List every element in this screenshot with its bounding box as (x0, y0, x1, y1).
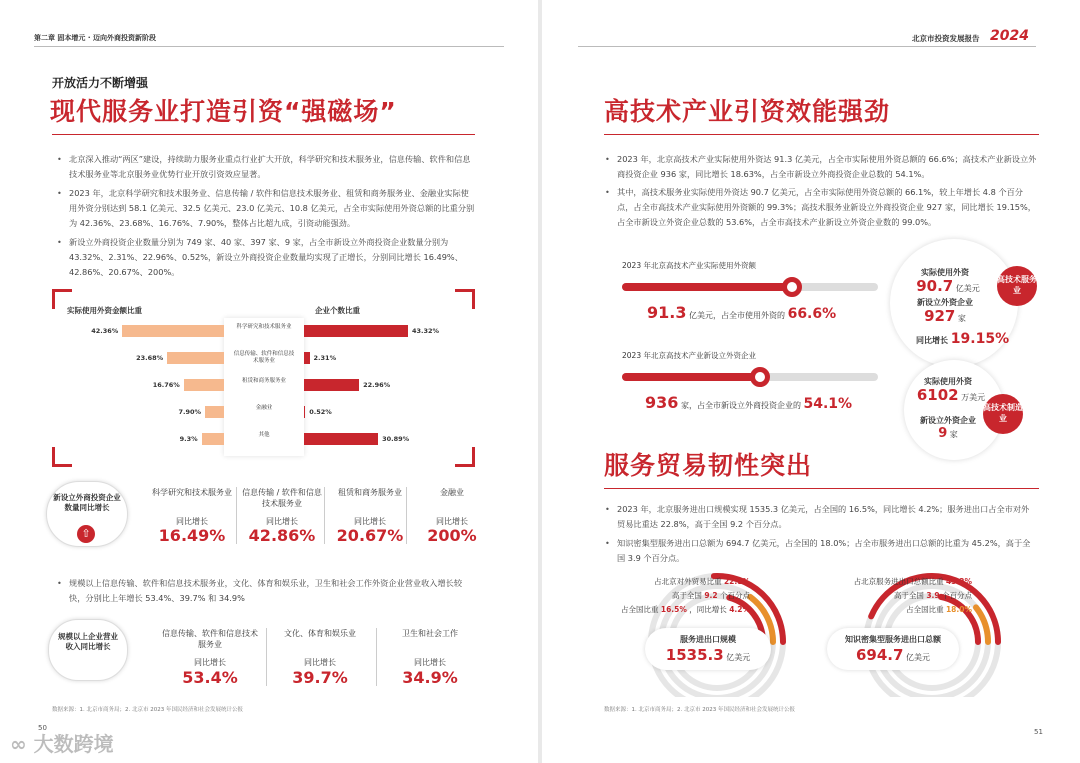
frame-corner-tr (455, 289, 475, 309)
stat-value: 42.86% (248, 526, 316, 545)
stat-sub: 同比增长 (266, 517, 298, 526)
bar-fdi-label: 16.76% (152, 381, 180, 389)
section-title: 现代服务业打造引资“强磁场” (50, 97, 397, 126)
gauge2-box-label: 知识密集型服务进出口总额 (845, 635, 941, 644)
stat-name: 信息传输、软件和信息技术服务业 (162, 629, 258, 649)
bar-fdi-share (167, 352, 224, 364)
stat-sub: 同比增长 (176, 517, 208, 526)
bar-fdi-share (122, 325, 224, 337)
slider2-value (645, 393, 852, 412)
gauge2-a-text: 占北京服务进出口总额比重 (853, 577, 944, 586)
gauge1-c-val: 16.5% (660, 605, 687, 614)
stat-value: 200% (427, 526, 477, 545)
stat-divider (236, 487, 237, 544)
stat-name: 信息传输 / 软件和信息技术服务业 (242, 488, 322, 508)
bar-fdi-label: 23.68% (136, 354, 164, 362)
gauge2-c-text: 占全国比重 (906, 605, 944, 614)
service-unit-1: 亿美元 (955, 284, 980, 293)
slider2-label: 2023 年北京高技术产业新设立外资企业 (622, 351, 756, 360)
gauge1-line-a (582, 576, 750, 587)
gauge1-b-text: 高于全国 (671, 591, 702, 600)
watermark-text: 大数跨境 (33, 732, 114, 756)
bar-firm-label: 43.32% (411, 327, 440, 335)
gauge2-box-unit: 亿美元 (906, 653, 930, 662)
manuf-value-2 (908, 426, 988, 441)
stat-value: 34.9% (402, 668, 458, 687)
title-divider (52, 134, 475, 135)
gauge2-box (827, 628, 959, 670)
gauge2-b-text: 高于全国 (893, 591, 924, 600)
category-label: 金融业 (255, 405, 273, 411)
chart-right-title: 企业个数比重 (315, 306, 360, 315)
service-value-1 (898, 277, 998, 295)
gauge2-box-num: 694.7 (856, 646, 904, 664)
gauge1-line-c (562, 604, 750, 615)
manuf-num-2: 9 (938, 426, 948, 441)
gauge1-box-val (645, 646, 771, 664)
gauge1-a-val: 22.8% (723, 577, 750, 586)
gauge1-box-label: 服务进出口规模 (680, 635, 736, 644)
stat-name: 卫生和社会工作 (402, 629, 458, 638)
gauge2-line-b (782, 590, 972, 601)
revenue-badge-label: 规模以上企业营业收入同比增长 (58, 632, 118, 651)
gauge2-b-suffix: 个百分点 (942, 591, 972, 600)
stat-value: 20.67% (336, 526, 404, 545)
manuf-badge: 高技术制造业 (983, 394, 1023, 434)
gauge2-line-a (782, 576, 972, 587)
service-label-1: 实际使用外资 (921, 268, 969, 277)
bullet-1: • 北京深入推动“两区”建设，持续助力服务业重点行业扩大开放，科学研究和技术服务业，信息传输、软件和信息技术服务业等北京服务业优势行业开放引资效应显著。 (57, 152, 475, 182)
slider2-unit: 家，占全市新设立外商投资企业的 (680, 401, 801, 410)
slider2-knob (750, 367, 770, 387)
stat-sub: 同比增长 (194, 658, 226, 667)
growth-badge-label: 新设立外商投资企业数量同比增长 (53, 493, 121, 512)
gauge2-c-val: 18.0% (945, 605, 972, 614)
frame-corner-bl (52, 447, 72, 467)
infinity-icon: ∞ (10, 732, 27, 756)
slider1-label: 2023 年北京高技术产业实际使用外资额 (622, 261, 756, 270)
revenue-badge (48, 619, 128, 681)
stat-value: 16.49% (158, 526, 226, 545)
watermark-logo (10, 728, 114, 757)
report-year: 2024 (990, 28, 1029, 44)
gauge1-box-unit: 亿美元 (726, 653, 751, 662)
stat-value: 39.7% (292, 668, 348, 687)
stat-name: 文化、体育和娱乐业 (284, 629, 356, 638)
gauge1-a-text: 占北京对外贸易比重 (654, 577, 722, 586)
hi-tech-bullet-1: • 2023 年，北京高技术产业实际使用外资达 91.3 亿美元，占全市实际使用外资总额的 66.6%；高技术产业新设立外商投资企业 936 家，同比增长 18.63%，占全市新设立外商投资企业总数的 54.1%。 (605, 152, 1037, 182)
bar-fdi-share (202, 433, 224, 445)
hi-tech-divider (604, 134, 1039, 135)
bar-firm-label: 30.89% (382, 435, 410, 443)
gauge2-line-c (782, 604, 972, 615)
service-label-3: 同比增长 (916, 336, 948, 345)
gauge2-box-val (827, 646, 959, 664)
source-note: 数据来源：1. 北京市商务局；2. 北京市 2023 年国民经济和社会发展统计公报 (52, 707, 243, 713)
gauge2-b-val: 3.9 (926, 591, 940, 600)
hi-tech-bullet-2: • 其中，高技术服务业实际使用外资达 90.7 亿美元，占全市实际使用外资总额的 66.1%，较上年增长 4.8 个百分点，占全市高技术产业实际使用外资额的 99.3%；高技术服务业新设立外商投资企业 927 家，同比增长 19.15%，占全市新设立外资企业总数的 53.6%，占全市高技术产业新设立外资企业数的 99.0%。 (605, 185, 1037, 230)
slider2-num: 936 (645, 393, 679, 412)
header-divider (34, 46, 504, 47)
source-note-right: 数据来源：1. 北京市商务局；2. 北京市 2023 年国民经济和社会发展统计公报 (604, 707, 795, 713)
gauge1-c-mid: ，同比增长 (689, 605, 727, 614)
service-value-2 (900, 307, 990, 325)
chapter-header: 第二章 固本增元 · 迈向外商投资新阶段 (34, 34, 156, 42)
right-page (542, 0, 1080, 763)
gauge1-box (645, 628, 771, 670)
slider1-unit: 亿美元，占全市使用外资的 (689, 311, 786, 320)
stat-name: 科学研究和技术服务业 (152, 488, 232, 497)
hi-tech-service-circle (890, 239, 1018, 367)
frame-corner-br (455, 447, 475, 467)
stat-divider (324, 487, 325, 544)
stat-sub: 同比增长 (354, 517, 386, 526)
stat-sub: 同比增长 (414, 658, 446, 667)
bar-firm-share (304, 352, 310, 364)
service-badge: 高技术服务业 (997, 266, 1037, 306)
bar-fdi-label: 42.36% (91, 327, 119, 335)
gauge2-a-val: 45.2% (945, 577, 972, 586)
slider1-fill (622, 283, 792, 291)
chart-left-title: 实际使用外资金额比重 (67, 306, 142, 315)
gauge1-c-val2: 4.2% (729, 605, 750, 614)
category-label: 科学研究和技术服务业 (236, 324, 292, 330)
gauge1-b-suffix: 个百分点 (720, 591, 750, 600)
service-value-3 (916, 331, 1016, 347)
bar-fdi-share (205, 406, 224, 418)
report-header: 北京市投资发展报告 (912, 34, 980, 43)
category-label: 租赁和商务服务业 (241, 378, 286, 384)
gauge1-line-b (582, 590, 750, 601)
stat-name: 金融业 (440, 488, 464, 497)
trade-divider (604, 488, 1039, 489)
manuf-label-1: 实际使用外资 (924, 377, 972, 386)
category-label: 信息传输、软件和信息技术服务业 (233, 351, 295, 364)
bar-firm-share (304, 379, 359, 391)
service-num-2: 927 (924, 307, 956, 325)
gauge1-box-num: 1535.3 (665, 646, 724, 664)
slider1-knob (782, 277, 802, 297)
service-num-1: 90.7 (916, 277, 954, 295)
bar-firm-share (304, 325, 408, 337)
hi-tech-title: 高技术产业引资效能强劲 (604, 97, 891, 126)
page-number-right: 51 (1034, 728, 1043, 736)
stat-sub: 同比增长 (436, 517, 468, 526)
manuf-num-1: 6102 (916, 386, 959, 404)
bar-fdi-label: 9.3% (179, 435, 198, 443)
bar-firm-share (304, 406, 305, 418)
arrow-up-icon: ⇧ (77, 525, 95, 543)
stat-divider (376, 628, 377, 686)
growth-badge (46, 481, 128, 547)
section-kicker: 开放活力不断增强 (52, 76, 149, 90)
manuf-label-2: 新设立外资企业 (920, 416, 976, 425)
slider2-fill (622, 373, 760, 381)
left-page (0, 0, 538, 763)
bullet-2: • 2023 年，北京科学研究和技术服务业、信息传输 / 软件和信息技术服务业、租赁和商务服务业、金融业实际使用外资分别达到 58.1 亿美元、32.5 亿美元、23.0 亿美元、10.8 亿美元，占全市实际使用外资总额的比重分别为 42.36%、23.68%、16.76%、7.90%，整体占比超九成，引资动能强劲。 (57, 186, 475, 231)
trade-title: 服务贸易韧性突出 (604, 451, 813, 480)
stat-divider (406, 487, 407, 544)
bullet-4: • 规模以上信息传输、软件和信息技术服务业，文化、体育和娱乐业，卫生和社会工作外资企业营业收入增长较快，分别比上年增长 53.4%、39.7% 和 34.9% (57, 576, 477, 606)
gauge1-b-val: 9.2 (704, 591, 718, 600)
trade-bullet-1: • 2023 年，北京服务进出口规模实现 1535.3 亿美元，占全国的 16.5%，同比增长 4.2%；服务进出口占全市对外贸易比重达 22.8%，高于全国 9.2 个百分点。 (605, 502, 1037, 532)
manuf-unit-1: 万美元 (961, 393, 986, 402)
manuf-unit-2: 家 (949, 430, 958, 439)
page-number: 50 (38, 724, 47, 732)
stat-value: 53.4% (182, 668, 238, 687)
manuf-value-1 (906, 386, 996, 404)
service-label-2: 新设立外资企业 (917, 298, 973, 307)
bar-firm-label: 0.52% (309, 408, 332, 416)
slider1-value (647, 303, 836, 322)
gauge1-c-text: 占全国比重 (620, 605, 659, 614)
service-num-3: 19.15% (950, 331, 1010, 347)
stat-divider (266, 628, 267, 686)
bullet-3: • 新设立外商投资企业数量分别为 749 家、40 家、397 家、9 家，占全市新设立外商投资企业数量分别为 43.32%、2.31%、22.96%、0.52%，新设立外商投资企业数量均实现了正增长，分别同比增长 16.49%、42.86%、20.67%、200%。 (57, 235, 475, 280)
bar-firm-label: 2.31% (313, 354, 337, 362)
stat-sub: 同比增长 (304, 658, 336, 667)
bar-fdi-share (184, 379, 224, 391)
header-divider-right (578, 46, 1036, 47)
category-label: 其他 (258, 432, 270, 438)
slider1-num: 91.3 (647, 303, 687, 322)
slider1-pct: 66.6% (787, 306, 837, 322)
stat-name: 租赁和商务服务业 (338, 488, 402, 497)
service-unit-2: 家 (957, 314, 966, 323)
bar-firm-label: 22.96% (363, 381, 391, 389)
trade-bullet-2: • 知识密集型服务进出口总额为 694.7 亿美元，占全国的 18.0%；占全市服务进出口总额的比重为 45.2%，高于全国 3.9 个百分点。 (605, 536, 1037, 566)
bar-firm-share (304, 433, 378, 445)
bar-fdi-label: 7.90% (178, 408, 202, 416)
slider2-pct: 54.1% (803, 396, 853, 412)
